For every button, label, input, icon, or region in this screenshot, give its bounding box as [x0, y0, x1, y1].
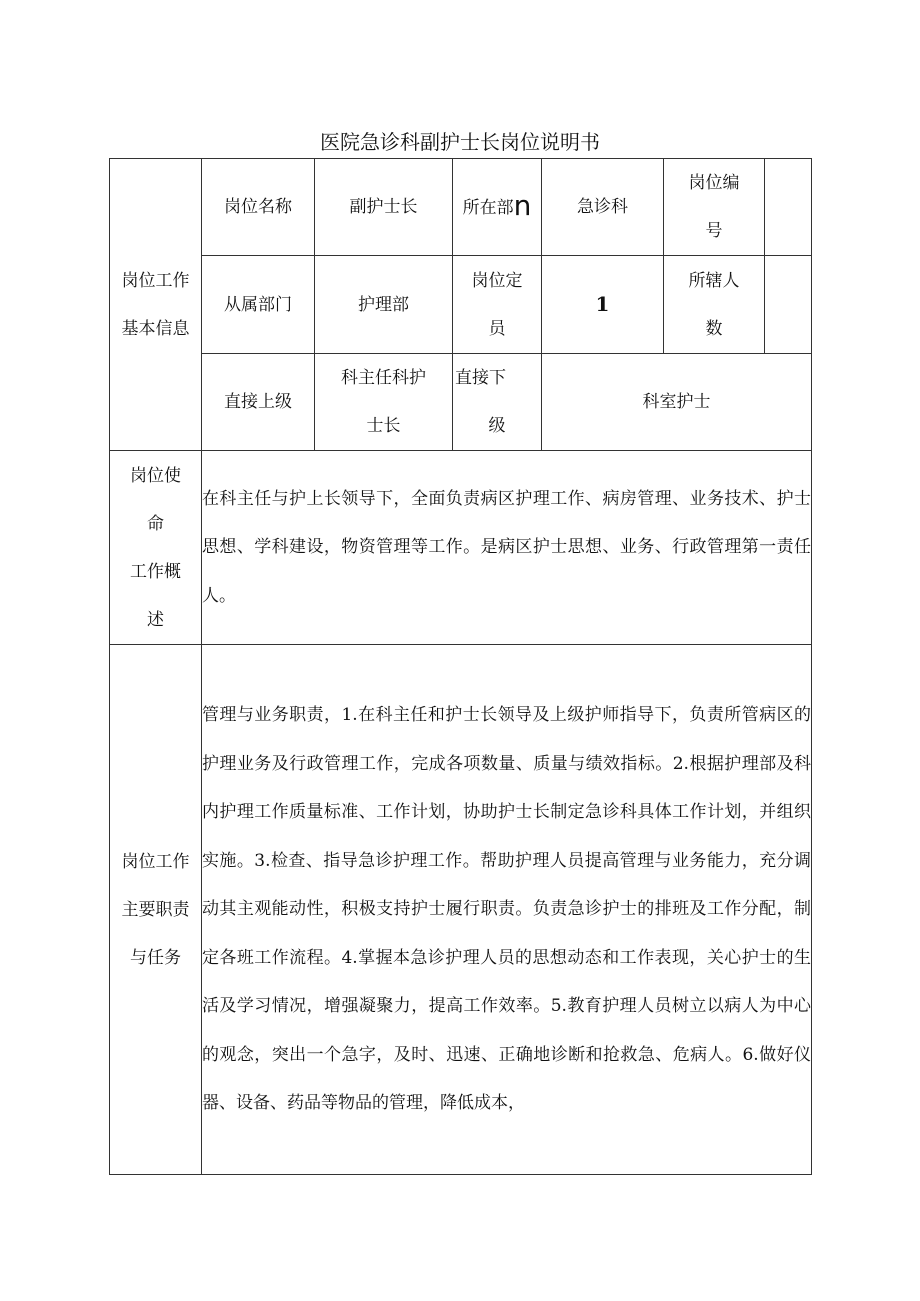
- duties-row: [110, 645, 812, 1175]
- direct-subordinate-label: 直接下 级: [453, 354, 542, 451]
- position-code-value: [765, 159, 812, 256]
- position-code-label: 岗位编 号: [664, 159, 765, 256]
- department-label: 所在部n: [453, 159, 542, 256]
- page-title: 医院急诊科副护士长岗位说明书: [320, 130, 600, 154]
- basic-info-row-1: [110, 159, 812, 256]
- job-description-table: [109, 158, 812, 1175]
- duties-label: 岗位工作 主要职责 与任务: [110, 645, 202, 1175]
- affiliated-dept-value: 护理部: [315, 256, 453, 354]
- headcount-value: 1: [542, 256, 664, 354]
- mission-text: 在科主任与护上长领导下，全面负责病区护理工作、病房管理、业务技术、护士思想、学科建设，物资管理等工作。是病区护士思想、业务、行政管理第一责任人。: [202, 451, 812, 645]
- duties-text: 管理与业务职责，1.在科主任和护士长领导及上级护师指导下，负责所管病区的护理业务及行政管理工作，完成各项数量、质量与绩效指标。2.根据护理部及科内护理工作质量标准、工作计划，协助护士长制定急诊科具体工作计划，并组织实施。3.检查、指导急诊护理工作。帮助护理人员提高管理与业务能力，充分调动其主观能动性，积极支持护士履行职责。负责急诊护士的排班及工作分配，制定各班工作流程。4.掌握本急诊护理人员的思想动态和工作表现，关心护士的生活及学习情况，增强凝聚力，提高工作效率。5.教育护理人员树立以病人为中心的观念，突出一个急字，及时、迅速、正确地诊断和抢救急、危病人。6.做好仪器、设备、药品等物品的管理，降低成本，: [202, 645, 812, 1175]
- direct-superior-value: 科主任科护 士长: [315, 354, 453, 451]
- direct-superior-label: 直接上级: [202, 354, 315, 451]
- position-name-value: 副护士长: [315, 159, 453, 256]
- mission-row: [110, 451, 812, 645]
- basic-info-section-label: 岗位工作 基本信息: [110, 159, 202, 451]
- mission-label: 岗位使 命 工作概 述: [110, 451, 202, 645]
- position-name-label: 岗位名称: [202, 159, 315, 256]
- department-value: 急诊科: [542, 159, 664, 256]
- basic-info-row-2: [110, 256, 812, 354]
- basic-info-row-3: [110, 354, 812, 451]
- affiliated-dept-label: 从属部门: [202, 256, 315, 354]
- subordinates-label: 所辖人 数: [664, 256, 765, 354]
- headcount-label: 岗位定 员: [453, 256, 542, 354]
- subordinates-value: [765, 256, 812, 354]
- direct-subordinate-value: 科室护士: [542, 354, 812, 451]
